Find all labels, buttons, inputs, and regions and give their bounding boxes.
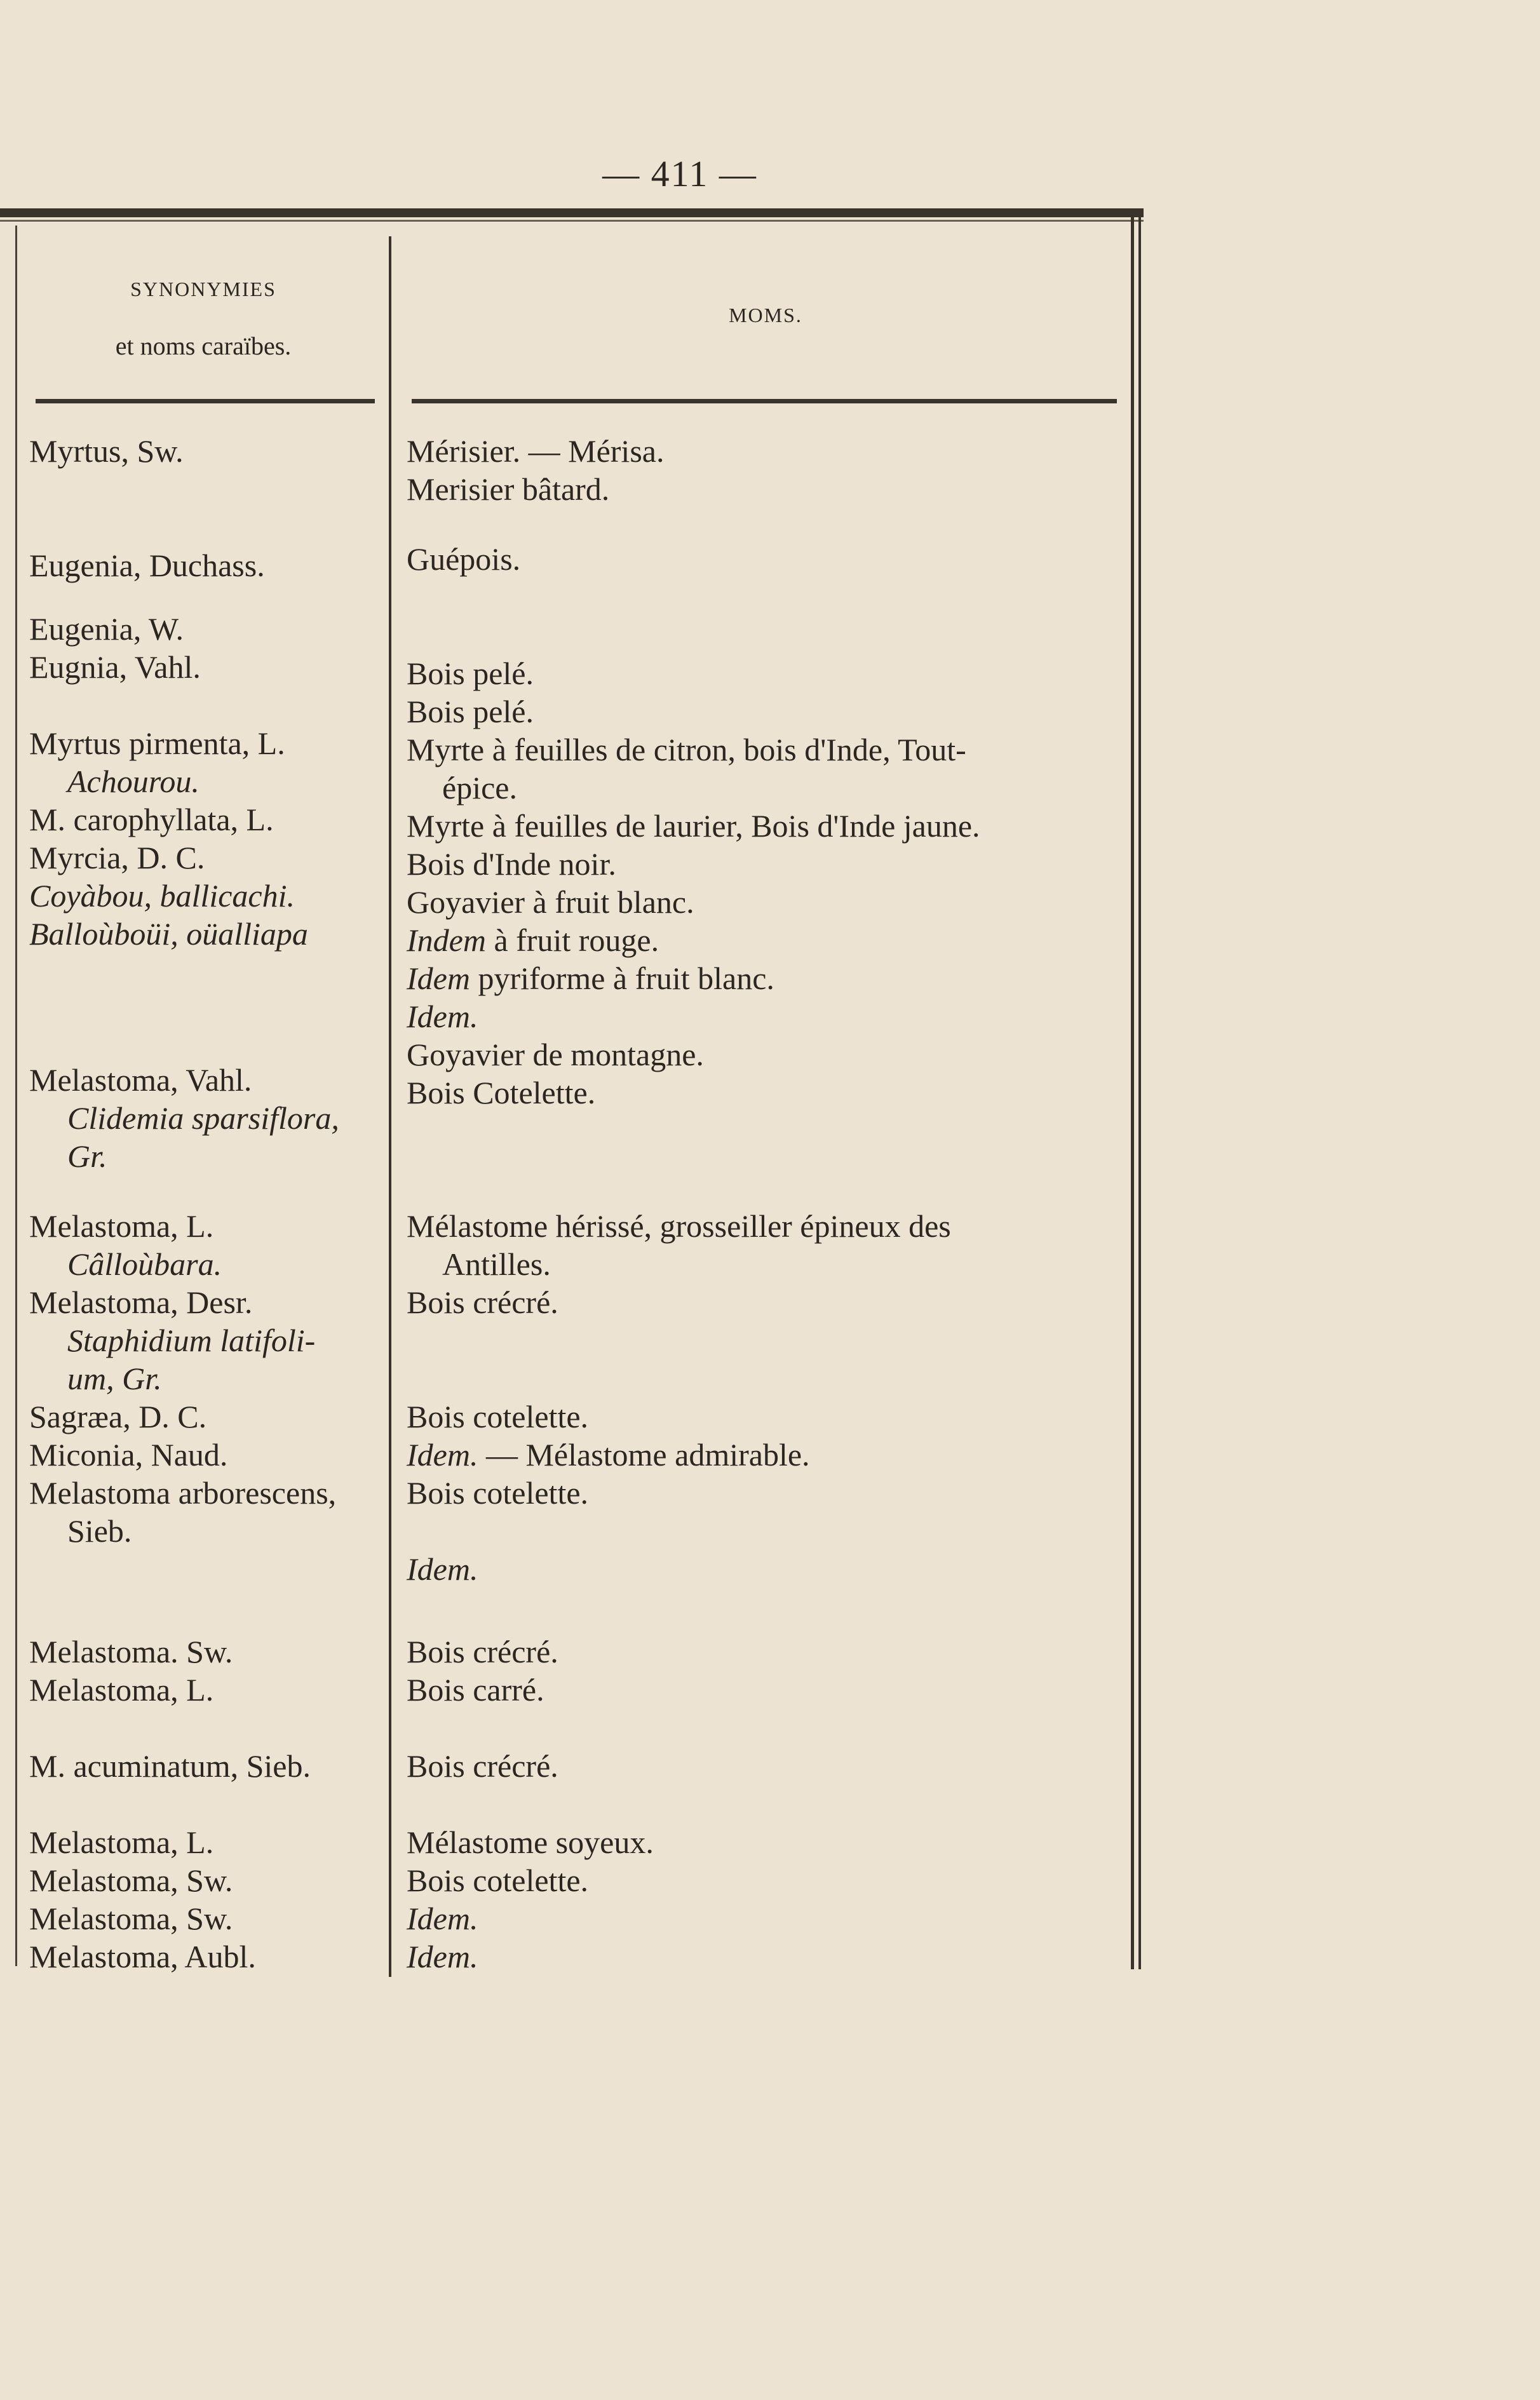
table-right-border [1131,216,1134,1969]
synonym-entry: Gr. [67,1138,107,1174]
nom-entry: Bois cotelette. [407,1475,589,1511]
nom-entry [407,959,774,997]
nom-entry: Myrte à feuilles de citron, bois d'Inde, Tout- [407,732,966,767]
nom-italic: Indem [407,922,486,958]
nom-entry: Bois cotelette. [407,1399,589,1434]
nom-entry: Idem. [407,1939,478,1974]
synonym-entry: Sieb. [67,1513,132,1549]
synonym-entry: Miconia, Naud. [29,1437,228,1473]
header-rule-left [36,399,375,403]
synonym-entry: Eugnia, Vahl. [29,649,201,685]
synonym-entry: Achourou. [67,764,199,799]
synonym-entry: Balloùboüi, oüalliapa [29,916,308,952]
nom-entry: Merisier bâtard. [407,471,610,507]
nom-entry: Bois carré. [407,1672,544,1708]
table-right-border-double [1138,216,1141,1969]
synonym-entry: Câlloùbara. [67,1246,222,1282]
synonym-entry: Melastoma, Desr. [29,1284,253,1320]
nom-entry: Idem. [407,999,478,1034]
header-rule-right [412,399,1117,403]
synonym-entry: Melastoma, Aubl. [29,1939,256,1974]
synonym-entry: Melastoma, L. [29,1824,214,1860]
synonym-entry: Myrtus, Sw. [29,433,184,469]
synonym-entry: Coyàbou, ballicachi. [29,878,295,913]
synonym-entry: Melastoma. Sw. [29,1634,233,1669]
nom-entry: Goyavier à fruit blanc. [407,884,694,920]
nom-entry: Idem. [407,1901,478,1936]
nom-entry: Bois cotelette. [407,1863,589,1898]
header-left-line2: et noms caraïbes. [115,332,292,360]
synonym-entry: M. acuminatum, Sieb. [29,1748,311,1784]
synonym-entry: M. carophyllata, L. [29,802,274,837]
header-left-line1: SYNONYMIES [130,278,276,300]
synonym-entry: Clidemia sparsiflora, [67,1100,339,1136]
nom-entry: Bois d'Inde noir. [407,846,616,882]
top-rule [0,208,1144,217]
nom-entry: Mérisier. — Mérisa. [407,433,665,469]
nom-entry: Antilles. [442,1246,551,1282]
synonym-entry: Melastoma, L. [29,1208,214,1244]
synonym-entry: Melastoma, L. [29,1672,214,1708]
synonym-entry: Myrtus pirmenta, L. [29,725,285,761]
table-left-border [15,226,17,1966]
nom-rest: pyriforme à fruit blanc. [469,961,774,996]
header-synonymies [38,260,368,375]
nom-entry [407,1436,810,1474]
nom-italic: Idem. [407,1437,478,1473]
nom-entry: Bois Cotelette. [407,1075,596,1110]
nom-entry: Bois pelé. [407,656,534,691]
nom-entry: Bois crécré. [407,1748,558,1784]
nom-entry: Bois crécré. [407,1284,558,1320]
nom-rest: à fruit rouge. [485,922,659,958]
nom-entry: épice. [442,770,517,806]
nom-entry: Mélastome soyeux. [407,1824,654,1860]
nom-entry: Idem. [407,1551,478,1587]
synonym-entry: Staphidium latifoli- [67,1323,316,1358]
nom-entry: Goyavier de montagne. [407,1037,704,1072]
nom-entry: Mélastome hérissé, grosseiller épineux des [407,1208,951,1244]
synonym-entry: um, Gr. [67,1361,162,1396]
header-noms: MOMS. [729,304,802,327]
nom-entry: Guépois. [407,541,521,577]
top-rule-thin [0,220,1144,222]
nom-italic: Idem [407,961,470,996]
synonym-entry: Melastoma, Sw. [29,1901,233,1936]
synonym-entry: Eugenia, W. [29,611,184,647]
nom-entry [407,921,659,959]
page-number: — 411 — [602,153,757,194]
synonym-entry: Melastoma, Sw. [29,1863,233,1898]
nom-entry: Myrte à feuilles de laurier, Bois d'Inde jaune. [407,808,980,844]
column-divider [389,236,391,1977]
synonym-entry: Melastoma arborescens, [29,1475,337,1511]
synonym-entry: Melastoma, Vahl. [29,1062,252,1098]
nom-entry: Bois crécré. [407,1634,558,1669]
nom-entry: Bois pelé. [407,694,534,729]
synonym-entry: Eugenia, Duchass. [29,548,265,583]
synonym-entry: Sagræa, D. C. [29,1399,207,1434]
nom-rest: — Mélastome admirable. [478,1437,810,1473]
synonym-entry: Myrcia, D. C. [29,840,205,875]
